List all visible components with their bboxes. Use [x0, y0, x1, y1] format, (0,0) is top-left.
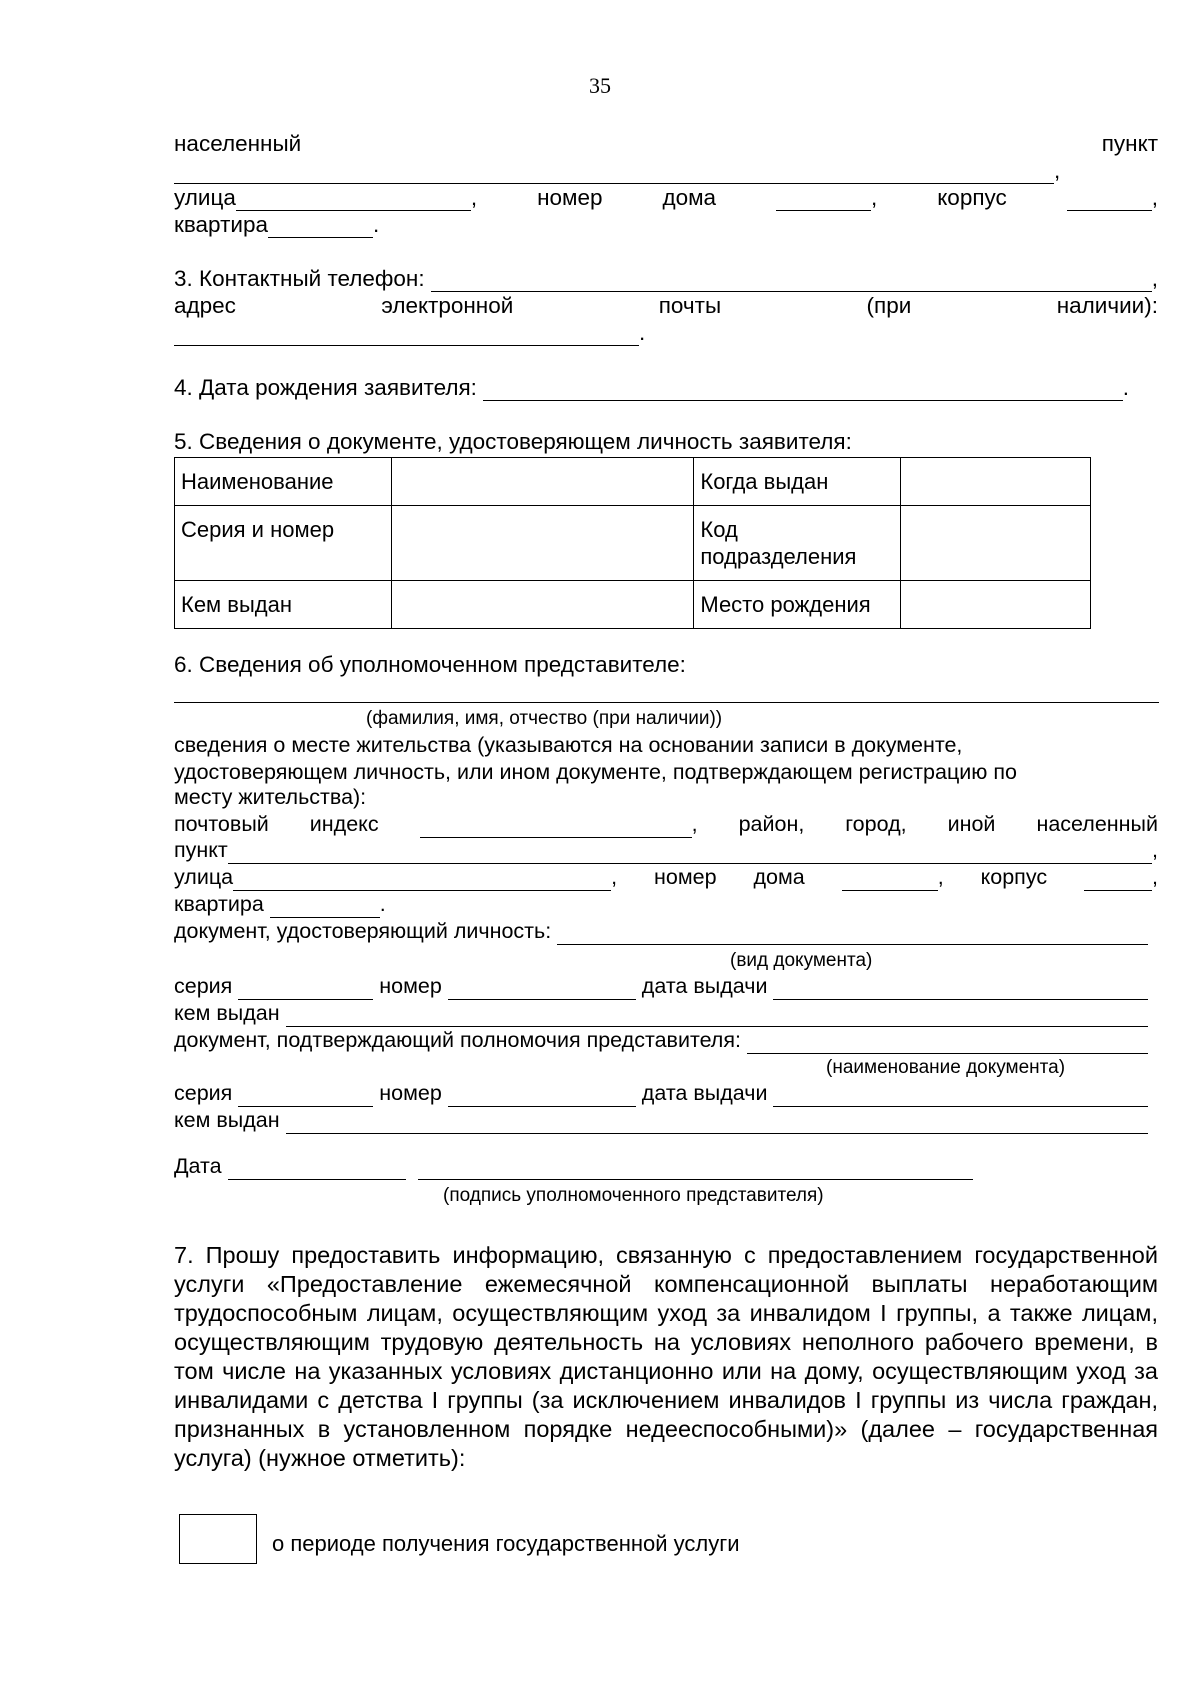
email-word-5: наличии): — [1056, 293, 1158, 318]
identity-label-issue-date: Когда выдан — [694, 458, 901, 506]
house-label: дома — [662, 185, 717, 210]
phone-row: 3. Контактный телефон: , — [174, 266, 1158, 291]
series-field[interactable] — [238, 977, 373, 1000]
residence-text-2: удостоверяющем личность, или ином документе, подтверждающем регистрацию по — [174, 760, 1017, 784]
email-row — [174, 292, 1158, 319]
table-row — [175, 506, 1091, 581]
page-number: 35 — [589, 73, 611, 98]
rep-apartment-row: квартира . — [174, 892, 386, 916]
email-word-4: (при — [866, 293, 912, 318]
identity-label-issued-by: Кем выдан — [175, 581, 392, 629]
identity-label-series: Серия и номер — [175, 506, 392, 581]
settlement-label: населенный — [174, 131, 302, 156]
auth-issued-by-row — [174, 1107, 1148, 1134]
series-label: серия — [174, 974, 233, 998]
date-field[interactable] — [228, 1157, 406, 1180]
rep-street-field[interactable] — [233, 868, 611, 891]
auth-number-label: номер — [379, 1081, 442, 1105]
id-doc-label: документ, удостоверяющий личность: — [174, 919, 552, 943]
point-label: пункт — [174, 838, 228, 862]
table-row — [175, 581, 1091, 629]
point-field[interactable] — [228, 841, 1152, 864]
identity-value-issued-by[interactable] — [391, 581, 693, 629]
issued-by-field[interactable] — [286, 1004, 1148, 1027]
identity-value-division-code[interactable] — [901, 506, 1091, 581]
signature-field[interactable] — [418, 1157, 973, 1180]
id-doc-caption: (вид документа) — [730, 950, 873, 971]
rep-apartment-label: квартира — [174, 892, 264, 916]
rep-house-label: дома — [753, 865, 805, 889]
identity-value-series[interactable] — [391, 506, 693, 581]
auth-number-field[interactable] — [448, 1084, 636, 1107]
number-label: номер — [379, 974, 442, 998]
issue-date-field[interactable] — [773, 977, 1148, 1000]
identity-value-name[interactable] — [391, 458, 693, 506]
building-label: корпус — [937, 185, 1007, 210]
auth-issued-by-field[interactable] — [286, 1111, 1148, 1134]
rep-street-row: улица , номер дома , корпус , — [174, 865, 1158, 889]
period-checkbox[interactable] — [179, 1514, 257, 1564]
rep-house-field[interactable] — [842, 868, 938, 891]
settlement-blank-row: , — [174, 157, 1158, 184]
settlement-row — [174, 130, 1158, 157]
number-field[interactable] — [448, 977, 636, 1000]
rep-street-label: улица — [174, 865, 234, 889]
representative-name-row — [174, 676, 1159, 703]
phone-label: 3. Контактный телефон: — [174, 266, 425, 291]
postal-index-field[interactable] — [420, 815, 692, 838]
locality-word-4: населенный — [1036, 812, 1158, 836]
auth-series-label: серия — [174, 1081, 233, 1105]
identity-label-division-code: Код подразделения — [694, 506, 901, 581]
email-word-1: адрес — [174, 293, 236, 318]
phone-field[interactable] — [431, 269, 1152, 292]
identity-value-birthplace[interactable] — [901, 581, 1091, 629]
rep-building-field[interactable] — [1084, 868, 1152, 891]
identity-label-birthplace: Место рождения — [694, 581, 901, 629]
rep-apartment-field[interactable] — [270, 895, 380, 918]
authority-doc-row — [174, 1027, 1148, 1054]
table-row — [175, 458, 1091, 506]
birth-date-label: 4. Дата рождения заявителя: — [174, 375, 477, 400]
request-paragraph: 7. Прошу предоставить информацию, связанную с предоставлением государственной услуги «Предоставление ежемесячной компенсационной выплаты неработающим трудоспособным лицам, осуществляющим уход за инвалидом I группы, а также лицам, осуществляющим трудовую деятельность на условиях неполного рабочего времени, в том числе на указанных условиях дистанционно или на дому, осуществляющим уход за инвалидами с детства I группы (за исключением инвалидов I группы из числа граждан, признанных в установленном порядке недееспособными)» (далее – государственная услуга) (нужное отметить): — [174, 1242, 1158, 1471]
apartment-row: квартира . — [174, 212, 380, 237]
apartment-label: квартира — [174, 212, 268, 237]
birth-date-row: 4. Дата рождения заявителя: . — [174, 375, 1129, 400]
house-number-label: номер — [537, 185, 603, 210]
auth-issue-date-field[interactable] — [773, 1084, 1148, 1107]
building-field[interactable] — [1067, 188, 1152, 211]
issue-date-label: дата выдачи — [641, 974, 768, 998]
identity-value-issue-date[interactable] — [901, 458, 1091, 506]
apartment-field[interactable] — [268, 215, 373, 238]
postal-word-2: индекс — [309, 812, 379, 836]
locality-word-3: иной — [947, 812, 996, 836]
rep-building-label: корпус — [980, 865, 1048, 889]
id-issued-by-row — [174, 1000, 1148, 1027]
street-row: улица , номер дома , корпус , — [174, 185, 1158, 210]
birth-date-field[interactable] — [483, 378, 1123, 401]
house-field[interactable] — [776, 188, 871, 211]
period-option-label: о периоде получения государственной услуги — [272, 1531, 740, 1556]
rep-house-number-label: номер — [654, 865, 717, 889]
residence-text-3: месту жительства): — [174, 785, 367, 809]
identity-heading: 5. Сведения о документе, удостоверяющем личность заявителя: — [174, 429, 852, 454]
postal-row: почтовый индекс , район, город, иной населенный — [174, 812, 1158, 836]
id-doc-row — [174, 918, 1148, 945]
locality-word-1: район, — [738, 812, 805, 836]
street-label: улица — [174, 185, 236, 210]
settlement-field[interactable] — [174, 161, 1054, 184]
authority-doc-field[interactable] — [747, 1031, 1148, 1054]
point-row: пункт , — [174, 838, 1158, 862]
id-series-row — [174, 973, 1148, 1000]
date-label: Дата — [174, 1154, 222, 1178]
residence-text-1: сведения о месте жительства (указываются на основании записи в документе, — [174, 733, 963, 757]
auth-issue-date-label: дата выдачи — [641, 1081, 768, 1105]
date-signature-row — [174, 1153, 974, 1180]
id-doc-field[interactable] — [557, 922, 1148, 945]
email-word-3: почты — [658, 293, 722, 318]
email-blank-row: . — [174, 319, 1158, 346]
issued-by-label: кем выдан — [174, 1001, 280, 1025]
email-word-2: электронной — [381, 293, 514, 318]
identity-table — [174, 457, 1091, 629]
postal-word-1: почтовый — [174, 812, 269, 836]
auth-issued-by-label: кем выдан — [174, 1108, 280, 1132]
street-field[interactable] — [236, 188, 471, 211]
representative-heading: 6. Сведения об уполномоченном представителе: — [174, 652, 686, 677]
email-field[interactable] — [174, 323, 639, 346]
identity-label-name: Наименование — [175, 458, 392, 506]
authority-doc-label: документ, подтверждающий полномочия представителя: — [174, 1028, 741, 1052]
auth-series-field[interactable] — [238, 1084, 373, 1107]
auth-series-row — [174, 1080, 1148, 1107]
settlement-point-label: пункт — [1101, 131, 1158, 156]
representative-name-field[interactable] — [174, 680, 1159, 703]
locality-word-2: город, — [845, 812, 907, 836]
signature-caption: (подпись уполномоченного представителя) — [443, 1185, 824, 1206]
authority-doc-caption: (наименование документа) — [826, 1057, 1066, 1078]
representative-name-caption: (фамилия, имя, отчество (при наличии)) — [366, 708, 723, 729]
